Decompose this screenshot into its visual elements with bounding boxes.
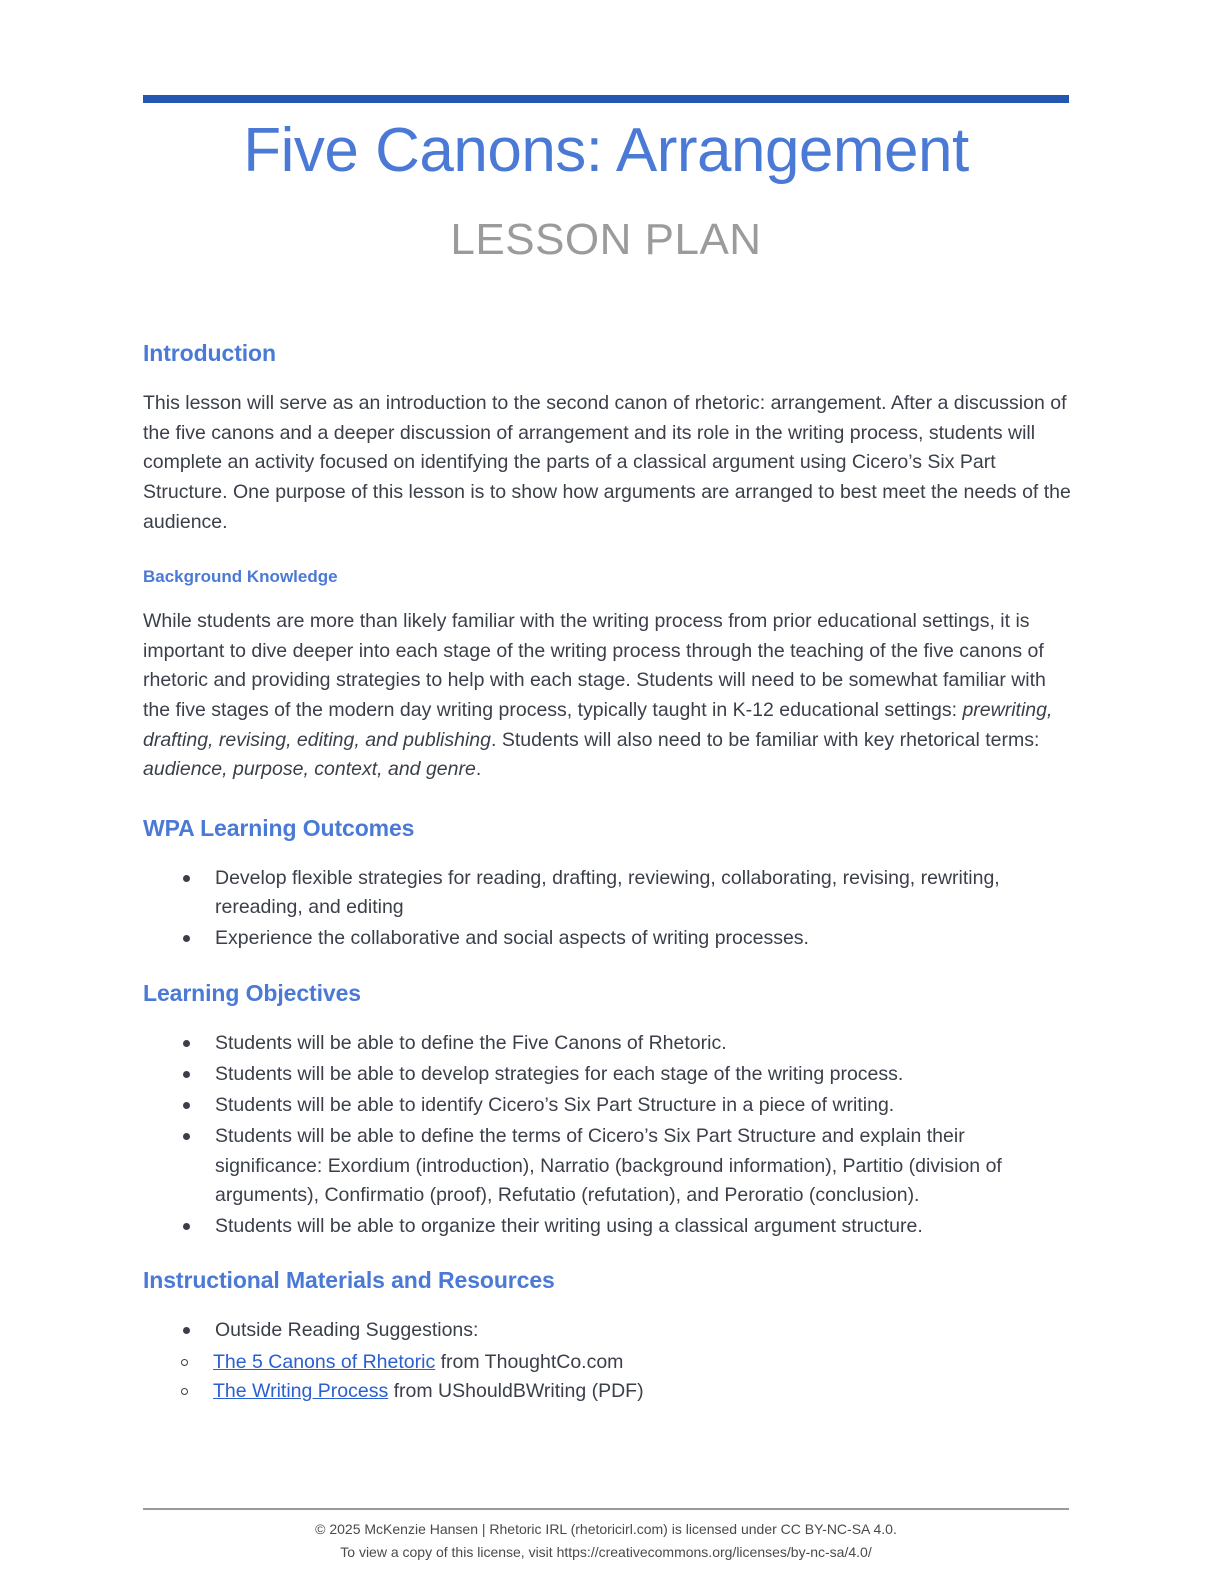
list-item	[143, 1377, 1075, 1407]
background-text-part-3: .	[475, 758, 482, 781]
page-subtitle: LESSON PLAN	[450, 215, 762, 264]
link-the-5-canons-of-rhetoric[interactable]: The 5 Canons of Rhetoric	[213, 1350, 436, 1373]
heading-background-knowledge: Background Knowledge	[143, 567, 338, 587]
section-learning-objectives	[143, 980, 1075, 1242]
heading-instructional-materials: Instructional Materials and Resources	[143, 1267, 555, 1294]
introduction-paragraph: This lesson will serve as an introduction to the second canon of rhetoric: arrangement. After a discussion of the five canons and a deeper discussion of arrangement and its role in the writing process, students will complete an activity focused on identifying the parts of a classical argument using Cicero’s Six Part Structure. One purpose of this lesson is to show how arguments are arranged to best meet the needs of the audience.	[143, 392, 1071, 533]
instructional-materials-list	[143, 1316, 1075, 1345]
outside-reading-sublist	[143, 1348, 1075, 1407]
list-item: Students will be able to develop strategies for each stage of the writing process.	[143, 1060, 1075, 1089]
background-knowledge-paragraph	[143, 607, 1075, 785]
list-item	[143, 1348, 1075, 1378]
link-source-label: from UShouldBWriting (PDF)	[388, 1380, 644, 1403]
link-source-label: from ThoughtCo.com	[435, 1350, 624, 1373]
list-item: Outside Reading Suggestions:	[143, 1316, 1075, 1345]
list-item: Develop flexible strategies for reading, drafting, reviewing, collaborating, revising, rewriting, rereading, and editing	[143, 864, 1075, 923]
footer-copyright-line: © 2025 McKenzie Hansen | Rhetoric IRL (rhetoricirl.com) is licensed under CC BY-NC-SA 4.0.	[315, 1521, 897, 1537]
footer	[143, 1518, 1069, 1564]
document-body	[143, 340, 1075, 1433]
background-text-part-2: . Students will also need to be familiar with key rhetorical terms:	[490, 728, 1040, 751]
page-title: Five Canons: Arrangement	[243, 116, 969, 185]
footer-license-line: To view a copy of this license, visit https://creativecommons.org/licenses/by-nc-sa/4.0/	[340, 1544, 872, 1561]
heading-introduction: Introduction	[143, 340, 276, 366]
list-item: Students will be able to organize their writing using a classical argument structure.	[143, 1212, 1075, 1241]
footer-divider	[143, 1508, 1069, 1510]
section-introduction	[143, 340, 1075, 537]
link-the-writing-process[interactable]: The Writing Process	[213, 1380, 389, 1403]
section-background-knowledge	[143, 567, 1075, 785]
list-item: Students will be able to define the terms of Cicero’s Six Part Structure and explain their significance: Exordium (introduction), Narratio (background information), Partitio (division of arguments), Confirmatio (proof), Refutatio (refutation), and Peroratio (conclusion).	[143, 1122, 1075, 1210]
heading-wpa-learning-outcomes: WPA Learning Outcomes	[143, 814, 415, 841]
background-text-part-1: While students are more than likely familiar with the writing process from prior educational settings, it is important to dive deeper into each stage of the writing process through the teaching of the five canons of rhetoric and providing strategies to help with each stage. Students will need to be somewhat familiar with the five stages of the modern day writing process, typically taught in K-12 educational settings:	[143, 610, 1046, 721]
list-item: Students will be able to define the Five Canons of Rhetoric.	[143, 1029, 1075, 1058]
wpa-outcomes-list	[143, 864, 1075, 954]
header-accent-rule	[143, 95, 1069, 103]
learning-objectives-list	[143, 1029, 1075, 1242]
list-item: Experience the collaborative and social aspects of writing processes.	[143, 924, 1075, 953]
list-item: Students will be able to identify Cicero’s Six Part Structure in a piece of writing.	[143, 1091, 1075, 1120]
background-italic-terms-2: audience, purpose, context, and genre	[143, 758, 476, 781]
heading-learning-objectives: Learning Objectives	[143, 979, 361, 1006]
background-italic-terms-1: prewriting, drafting, revising, editing, and publishing	[143, 699, 1053, 751]
section-instructional-materials	[143, 1267, 1075, 1407]
section-wpa-learning-outcomes	[143, 815, 1075, 954]
